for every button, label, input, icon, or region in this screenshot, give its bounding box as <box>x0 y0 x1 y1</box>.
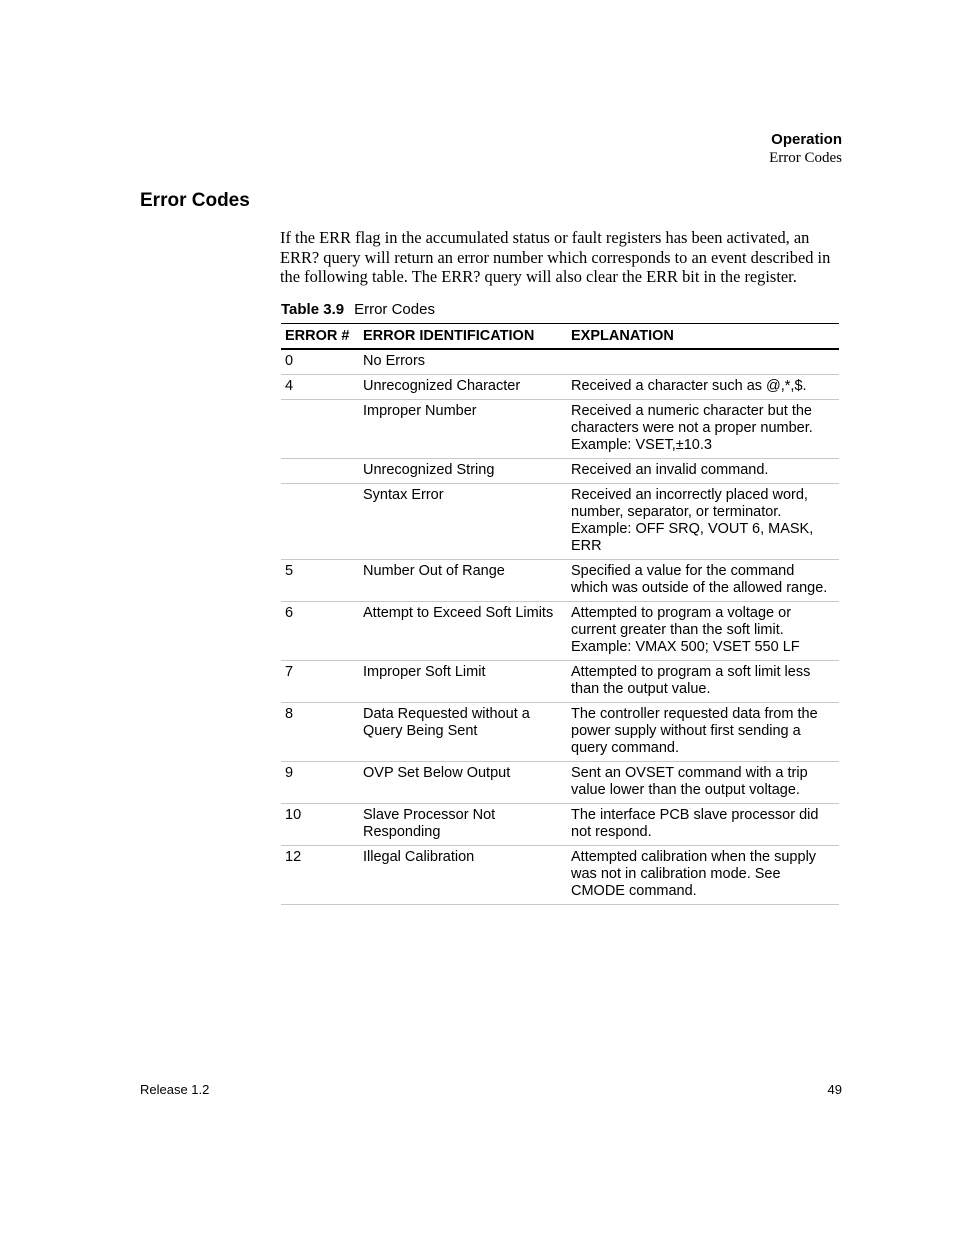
running-header-subsection: Error Codes <box>769 150 842 166</box>
error-identification-cell: Improper Soft Limit <box>359 661 567 703</box>
error-identification-cell: Improper Number <box>359 400 567 459</box>
explanation-cell: Attempted calibration when the supply was not in calibration mode. See CMODE command. <box>567 846 839 905</box>
explanation-cell: Sent an OVSET command with a trip value lower than the output voltage. <box>567 762 839 804</box>
error-code-cell <box>281 459 359 484</box>
table-row <box>281 762 839 804</box>
error-code-cell: 0 <box>281 349 359 375</box>
section-title: Error Codes <box>140 190 250 211</box>
error-code-cell: 5 <box>281 560 359 602</box>
page-number: 49 <box>827 1082 842 1097</box>
table-row <box>281 375 839 400</box>
error-identification-cell: Attempt to Exceed Soft Limits <box>359 602 567 661</box>
explanation-cell <box>567 349 839 375</box>
footer-release: Release 1.2 <box>140 1082 210 1097</box>
table-caption-label: Table 3.9 <box>281 301 345 318</box>
table-caption-title: Error Codes <box>354 301 435 318</box>
explanation-cell: Attempted to program a voltage or current greater than the soft limit. Example: VMAX 500; VSET 550 LF <box>567 602 839 661</box>
column-header-error-identification: ERROR IDENTIFICATION <box>359 324 567 350</box>
explanation-cell: Specified a value for the command which was outside of the allowed range. <box>567 560 839 602</box>
table-row <box>281 602 839 661</box>
error-identification-cell: Data Requested without a Query Being Sent <box>359 703 567 762</box>
explanation-cell: Received an incorrectly placed word, number, separator, or terminator. Example: OFF SRQ, VOUT 6, MASK, ERR <box>567 484 839 560</box>
table-row <box>281 484 839 560</box>
table-row <box>281 560 839 602</box>
error-identification-cell: OVP Set Below Output <box>359 762 567 804</box>
table-row <box>281 846 839 905</box>
error-codes-table <box>281 323 839 905</box>
table-row <box>281 459 839 484</box>
table-row <box>281 400 839 459</box>
error-code-cell: 7 <box>281 661 359 703</box>
error-identification-cell: Illegal Calibration <box>359 846 567 905</box>
column-header-explanation: EXPLANATION <box>567 324 839 350</box>
error-code-cell: 10 <box>281 804 359 846</box>
error-identification-cell: Slave Processor Not Responding <box>359 804 567 846</box>
error-identification-cell: Unrecognized Character <box>359 375 567 400</box>
table-row <box>281 661 839 703</box>
table-caption <box>281 301 435 318</box>
explanation-cell: The interface PCB slave processor did not respond. <box>567 804 839 846</box>
explanation-cell: Attempted to program a soft limit less than the output value. <box>567 661 839 703</box>
error-identification-cell: Syntax Error <box>359 484 567 560</box>
error-identification-cell: Number Out of Range <box>359 560 567 602</box>
explanation-cell: The controller requested data from the power supply without first sending a query command. <box>567 703 839 762</box>
table-row <box>281 349 839 375</box>
error-code-cell: 6 <box>281 602 359 661</box>
error-code-cell: 9 <box>281 762 359 804</box>
error-identification-cell: Unrecognized String <box>359 459 567 484</box>
explanation-cell: Received a numeric character but the characters were not a proper number. Example: VSET,±10.3 <box>567 400 839 459</box>
error-code-cell: 12 <box>281 846 359 905</box>
table-row <box>281 703 839 762</box>
error-code-cell: 8 <box>281 703 359 762</box>
intro-paragraph: If the ERR flag in the accumulated status or fault registers has been activated, an ERR? query will return an error number which corresponds to an event described in the following table. The ERR? query will also clear the ERR bit in the register. <box>280 228 831 287</box>
error-code-cell <box>281 484 359 560</box>
explanation-cell: Received a character such as @,*,$. <box>567 375 839 400</box>
error-identification-cell: No Errors <box>359 349 567 375</box>
running-header-section: Operation <box>771 131 842 148</box>
table-header-row <box>281 324 839 350</box>
error-code-cell <box>281 400 359 459</box>
error-code-cell: 4 <box>281 375 359 400</box>
table-row <box>281 804 839 846</box>
column-header-error-number: ERROR # <box>281 324 359 350</box>
explanation-cell: Received an invalid command. <box>567 459 839 484</box>
